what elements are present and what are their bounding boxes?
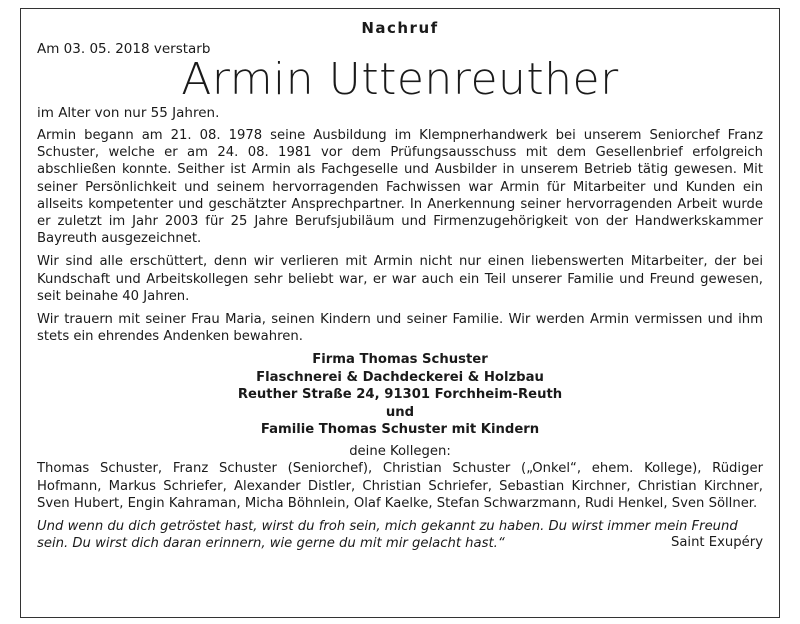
signature-company: Firma Thomas Schuster (312, 352, 488, 368)
obituary-content (37, 17, 763, 552)
signature-address: Reuther Straße 24, 91301 Forchheim-Reuth (237, 387, 563, 403)
colleagues-label: deine Kollegen: (349, 443, 451, 459)
quote-author: Saint Exupéry (670, 535, 763, 551)
deceased-name: Armin Uttenreuther (181, 54, 619, 105)
paragraph-career: Armin begann am 21. 08. 1978 seine Ausbildung im Klempnerhandwerk bei unserem Seniorchef Franz Schuster, welche er am 24. 08. 1981 vor dem Prüfungsausschuss mit dem Gesellenbrief erfolgreich abschließen konnte. Seither ist Armin als Fachgeselle und Ausbilder in unserem Betrieb tätig gewesen. Mit seiner Persönlichkeit und seinem hervorragenden Fachwissen war Armin für Mitarbeiter und Kunden ein allseits kompetenter und geschätzter Ansprechpartner. In Anerkennung seiner hervorragenden Arbeit wurde er zuletzt im Jahr 2003 für 25 Jahre Berufsjubiläum und Firmenzugehörigkeit von der Handwerkskammer Bayreuth ausgezeichnet. (37, 128, 763, 247)
signature-family: Familie Thomas Schuster mit Kindern (260, 422, 540, 438)
age-text: im Alter von nur 55 Jahren. (37, 105, 220, 121)
quote-line-1: Und wenn du dich getröstet hast, wirst du froh sein, mich gekannt zu haben. Du wirst immer mein Freund (37, 519, 738, 535)
signature-and: und (385, 404, 415, 420)
obituary-card (20, 8, 780, 618)
paragraph-loss: Wir sind alle erschüttert, denn wir verlieren mit Armin nicht nur einen liebenswerten Mitarbeiter, der bei Kundschaft und Arbeitskollegen sehr beliebt war, er war auch ein Teil unserer Familie und Freund gewesen, seit beinahe 40 Jahren. (37, 254, 763, 304)
quote-block (37, 518, 763, 552)
colleagues-list: Thomas Schuster, Franz Schuster (Seniorchef), Christian Schuster („Onkel“, ehem. Kollege), Rüdiger Hofmann, Markus Schriefer, Alexander Distler, Christian Schriefer, Sebastian Kirchner, Christian Kirchner, Sven Hubert, Engin Kahraman, Micha Böhnlein, Olaf Kaelke, Stefan Schwarzmann, Rudi Henkel, Sven Söllner. (37, 461, 763, 511)
intro-text: Am 03. 05. 2018 verstarb (37, 41, 211, 57)
signature-block (37, 351, 763, 439)
paragraph-mourning: Wir trauern mit seiner Frau Maria, seinen Kindern und seiner Familie. Wir werden Armin vermissen und ihm stets ein ehrendes Andenken bewahren. (37, 312, 763, 345)
signature-trade: Flaschnerei & Dachdeckerei & Holzbau (256, 369, 544, 385)
heading: Nachruf (361, 19, 439, 37)
quote-line-2: sein. Du wirst dich daran erinnern, wie gerne du mit mir gelacht hast.“ (37, 536, 505, 552)
